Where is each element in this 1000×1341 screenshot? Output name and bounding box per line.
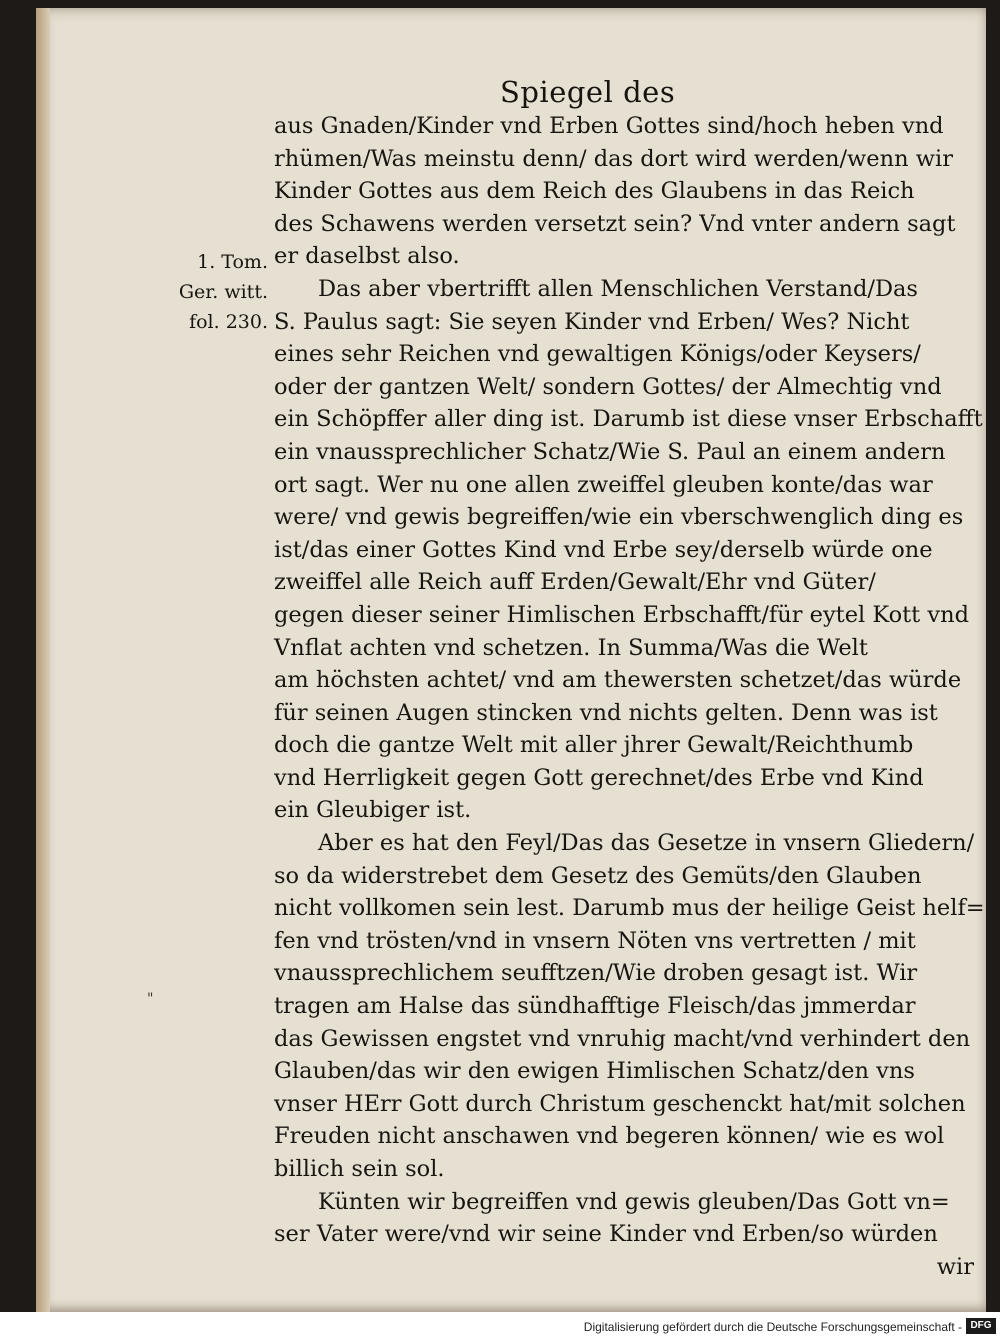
text-line: vnd Herrligkeit gegen Gott gerechnet/des Erbe vnd Kind — [274, 764, 924, 791]
text-line: das Gewissen engstet vnd vnruhig macht/vnd verhindert den — [274, 1025, 971, 1052]
text-line: rhümen/Was meinstu denn/ das dort wird werden/wenn wir — [274, 145, 953, 172]
text-line: ein Schöpffer aller ding ist. Darumb ist diese vnser Erbschafft — [274, 406, 983, 433]
stray-ink-mark: " — [147, 991, 154, 1007]
margin-note-line: fol. 230. — [189, 311, 268, 333]
footer-bar — [0, 1312, 1000, 1341]
text-line: billich sein sol. — [274, 1156, 445, 1182]
page-gutter-edge — [36, 8, 50, 1313]
text-line: nicht vollkomen sein lest. Darumb mus der heilige Geist helf= — [274, 895, 985, 922]
text-line: Aber es hat den Feyl/Das das Gesetze in vnsern Gliedern/ — [318, 830, 975, 857]
text-line: Glauben/das wir den ewigen Himlischen Schatz/den vns — [274, 1058, 915, 1085]
text-line: aus Gnaden/Kinder vnd Erben Gottes sind/hoch heben vnd — [274, 113, 944, 139]
text-line: Vnflat achten vnd schetzen. In Summa/Was die Welt — [274, 634, 868, 661]
text-line: gegen dieser seiner Himlischen Erbschafft/für eytel Kott vnd — [274, 601, 969, 628]
dfg-logo: DFG — [966, 1318, 996, 1334]
text-line: vnaussprechlichem seufftzen/Wie droben gesagt ist. Wir — [274, 960, 918, 987]
text-line: für seinen Augen stincken vnd nichts gelten. Denn was ist — [274, 699, 938, 726]
text-line: doch die gantze Welt mit aller jhrer Gewalt/Reichthumb — [274, 732, 914, 759]
text-line: so da widerstrebet dem Gesetz des Gemüts/den Glauben — [274, 862, 922, 889]
text-line: S. Paulus sagt: Sie seyen Kinder vnd Erben/ Wes? Nicht — [274, 308, 910, 335]
text-line: eines sehr Reichen vnd gewaltigen Königs/oder Keysers/ — [274, 341, 921, 368]
catchword: wir — [936, 1253, 974, 1280]
text-line: oder der gantzen Welt/ sondern Gottes/ der Almechtig vnd — [274, 373, 942, 400]
running-title: Spiegel des — [500, 75, 676, 109]
text-line: Freuden nicht anschawen vnd begeren können/ wie es wol — [274, 1123, 945, 1150]
text-line: vnser HErr Gott durch Christum geschenckt hat/mit solchen — [274, 1090, 966, 1117]
text-line: ein vnaussprechlicher Schatz/Wie S. Paul an einem andern — [274, 438, 946, 465]
margin-note-line: Ger. witt. — [178, 281, 268, 303]
text-line: ist/das einer Gottes Kind vnd Erbe sey/derselb würde one — [274, 536, 933, 563]
text-line: ort sagt. Wer nu one allen zweiffel gleuben konte/das war — [274, 471, 933, 498]
text-line: Das aber vbertrifft allen Menschlichen Verstand/Das — [318, 275, 918, 302]
text-line: des Schawens werden versetzt sein? Vnd vnter andern sagt — [274, 210, 956, 237]
text-line: fen vnd trösten/vnd in vnsern Nöten vns vertretten / mit — [274, 927, 916, 954]
text-line: zweiffel alle Reich auff Erden/Gewalt/Ehr vnd Güter/ — [274, 569, 876, 596]
funding-notice: Digitalisierung gefördert durch die Deutsche Forschungsgemeinschaft - — [583, 1320, 962, 1334]
text-line: Kinder Gottes aus dem Reich des Glaubens in das Reich — [274, 178, 915, 205]
text-line: ser Vater were/vnd wir seine Kinder vnd Erben/so würden — [274, 1221, 938, 1248]
text-line: were/ vnd gewis begreiffen/wie ein vberschwenglich ding es — [274, 504, 964, 531]
margin-note-line: 1. Tom. — [197, 251, 268, 273]
body-text — [274, 110, 985, 1283]
text-line: tragen am Halse das sündhafftige Fleisch/das jmmerdar — [274, 993, 916, 1020]
margin-note — [128, 247, 268, 337]
text-line: Künten wir begreiffen vnd gewis gleuben/Das Gott vn= — [318, 1188, 950, 1215]
text-line: ein Gleubiger ist. — [274, 797, 472, 824]
text-line: er daselbst also. — [274, 243, 460, 270]
text-line: am höchsten achtet/ vnd am thewersten schetzet/das würde — [274, 667, 962, 694]
